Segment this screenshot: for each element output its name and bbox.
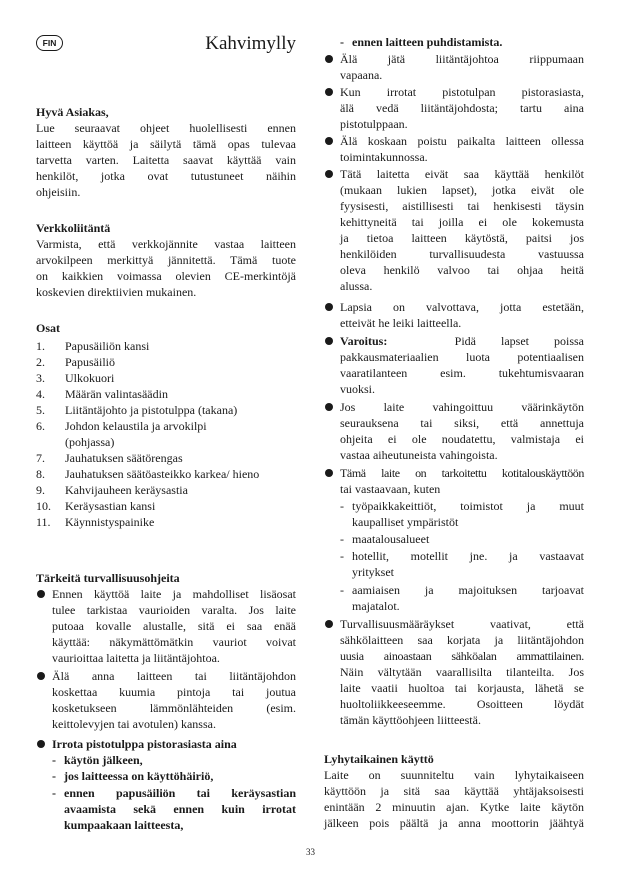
greeting-line: henkilöt, jotka ovat tutustuneet näihin	[36, 169, 296, 183]
page-title: Kahvimylly	[205, 33, 296, 54]
safety-line: vuoksi.	[340, 382, 376, 396]
bullet-dot-icon	[325, 337, 333, 345]
parts-list-item	[36, 418, 296, 450]
unplug-sub-item	[52, 785, 296, 833]
sub-line: kaupalliset ympäristöt	[352, 515, 459, 529]
safety-line: alussa.	[340, 279, 373, 293]
parts-list-item	[36, 386, 296, 402]
safety-line: Irrota pistotulppa pistorasiasta aina	[52, 737, 237, 751]
page-number: 33	[306, 847, 315, 857]
safety-bullet	[36, 668, 296, 732]
parts-list-item	[36, 338, 296, 354]
safety-bullet	[324, 166, 584, 294]
usage-sub-item	[340, 582, 584, 614]
warning-label: Varoitus:	[340, 334, 388, 348]
safety-line: Näin vältytään vaarallisilta tilanteilta. Jos	[340, 665, 584, 679]
sub-line: avaamista sekä ennen kuin irrotat	[64, 802, 296, 816]
sub-line: kumpaakaan laitteesta,	[64, 818, 184, 832]
safety-line: Älä jätä liitäntäjohtoa riippumaan	[340, 52, 584, 66]
language-badge: FIN	[36, 35, 63, 51]
safety-bullet	[324, 616, 584, 728]
part-number: 9.	[36, 483, 45, 497]
part-label: Jauhatuksen säätöasteikko karkea/ hieno	[65, 467, 260, 481]
parts-list-item	[36, 466, 296, 482]
part-number: 7.	[36, 451, 45, 465]
safety-line: Ennen käyttöä laite ja mahdolliset lisäosat	[52, 587, 296, 601]
unplug-sub-item	[52, 768, 296, 784]
part-label: Johdon kelaustila ja arvokilpi (pohjassa)	[65, 419, 207, 449]
part-number: 10.	[36, 499, 51, 513]
safety-bullet	[36, 736, 296, 752]
network-line: on kaikkien voimassa olevien CE-merkintöjä	[36, 269, 296, 283]
safety-line: koskettaa kuumia pintoja tai joutua	[52, 685, 296, 699]
safety-line: tai vastaavaan, kuten	[340, 482, 441, 496]
safety-line: pakkausmateriaalien luota potentiaalisen	[340, 350, 584, 364]
safety-line: tämän käyttöohjeen liitteestä.	[340, 713, 481, 727]
network-heading: Verkkoliitäntä	[36, 221, 111, 235]
bullet-dot-icon	[325, 137, 333, 145]
safety-line: henkilöiden turvallisuudesta vastuussa	[340, 247, 584, 261]
dash-marker: -	[52, 769, 56, 783]
sub-line: ennen papusäiliön tai keräysastian	[64, 786, 296, 800]
bullet-dot-icon	[325, 620, 333, 628]
warning-text: Pidä lapset poissa	[454, 334, 584, 348]
safety-line: Älä koskaan poistu paikalta laitteen ollessa	[340, 134, 584, 148]
part-label: Papusäiliön kansi	[65, 339, 150, 353]
safety-line: ohjeita ei ole noudatettu, valmistaja ei	[340, 432, 584, 446]
safety-line: huoltoliikkeeseemme. Osoitteen löydät	[340, 697, 584, 711]
safety-line: Tätä laitetta eivät saa käyttää henkilöt	[340, 167, 584, 181]
sub-line: majatalot.	[352, 599, 400, 613]
safety-line: uusia ainoastaan sähköalan ammattilainen.	[340, 649, 584, 663]
usage-sub-item	[340, 548, 584, 580]
bullet-dot-icon	[325, 303, 333, 311]
short-use-section	[324, 751, 584, 831]
safety-bullet	[324, 84, 584, 132]
safety-bullet	[324, 333, 584, 397]
safety-line: laite vaatii huoltoa tai korjausta, lähetä se	[340, 681, 584, 695]
dash-marker: -	[340, 499, 344, 513]
part-number: 8.	[36, 467, 45, 481]
safety-bullet	[324, 51, 584, 83]
safety-line: Turvallisuusmääräykset vaativat, että	[340, 617, 584, 631]
network-line: koskevien direktiivien mukainen.	[36, 285, 197, 299]
safety-line: Kun irrotat pistotulpan pistorasiasta,	[340, 85, 584, 99]
safety-line: kehittyneitä tai joilla ei ole kokemusta	[340, 215, 584, 229]
safety-line: vapaana.	[340, 68, 383, 82]
part-number: 11.	[36, 515, 51, 529]
part-label: Ulkokuori	[65, 371, 115, 385]
greeting-heading: Hyvä Asiakas,	[36, 105, 109, 119]
safety-line: sähkölaitteen saa korjata ja liitäntäjohdon	[340, 633, 584, 647]
safety-line: vaaratilanteen esim. tukehtumisvaaran	[340, 366, 584, 380]
bullet-dot-icon	[325, 88, 333, 96]
greeting-line: ohjeisiin.	[36, 185, 81, 199]
network-line: Varmista, että verkkojännite vastaa laitteen	[36, 237, 296, 251]
safety-bullet	[324, 299, 584, 331]
greeting-line: Lue seuraavat ohjeet huolellisesti ennen	[36, 121, 296, 135]
unplug-sub-item	[340, 34, 584, 50]
sub-line: aamiaisen ja majoituksen tarjoavat	[352, 583, 584, 597]
bullet-dot-icon	[37, 590, 45, 598]
dash-marker: -	[52, 786, 56, 800]
bullet-dot-icon	[325, 55, 333, 63]
warning-first-line	[340, 333, 584, 349]
sub-line: ennen laitteen puhdistamista.	[352, 35, 503, 49]
part-label: Kahvijauheen keräysastia	[65, 483, 188, 497]
page-header	[36, 32, 296, 56]
network-section	[36, 220, 296, 300]
short-use-line: enintään 2 minuutin ajan. Kytke laite käytön	[324, 800, 584, 814]
parts-list-item	[36, 402, 296, 418]
safety-line: vastaa aiheutuneista vahingoista.	[340, 448, 498, 462]
sub-line: maatalousalueet	[352, 532, 430, 546]
safety-line: toimintakunnossa.	[340, 150, 428, 164]
sub-line: yritykset	[352, 565, 394, 579]
dash-marker: -	[340, 35, 344, 49]
short-use-line: Laite on suunniteltu vain lyhytaikaiseen	[324, 768, 584, 782]
safety-line: älä vedä liitäntäjohdosta; tartu aina	[340, 101, 584, 115]
dash-marker: -	[340, 549, 344, 563]
greeting-line: tarvetta varten. Laitetta saavat käyttää vain	[36, 153, 296, 167]
parts-list	[36, 338, 296, 530]
parts-list-item	[36, 498, 296, 514]
parts-list-item	[36, 354, 296, 370]
usage-sub-item	[340, 531, 584, 547]
safety-heading: Tärkeitä turvallisuusohjeita	[36, 571, 180, 585]
part-label: Liitäntäjohto ja pistotulppa (takana)	[65, 403, 238, 417]
safety-line: keittolevyjen tai avotulen) kanssa.	[52, 717, 216, 731]
part-label: Määrän valintasäädin	[65, 387, 168, 401]
safety-line: Älä anna laitteen tai liitäntäjohdon	[52, 669, 296, 683]
sub-line: hotellit, motellit jne. ja vastaavat	[352, 549, 584, 563]
safety-line: Jos laite vahingoittuu väärinkäytön	[340, 400, 584, 414]
safety-line: tulee tarkistaa vaurioiden varalta. Jos laite	[52, 603, 296, 617]
part-number: 6.	[36, 419, 45, 433]
safety-bullet	[324, 399, 584, 463]
safety-line: vaurioittaa laitetta ja liitäntäjohtoa.	[52, 651, 220, 665]
safety-bullet	[36, 586, 296, 666]
parts-heading: Osat	[36, 321, 60, 335]
safety-line: pistotulppaan.	[340, 117, 408, 131]
safety-line: oleva henkilö valvoo tai ohjaa heitä	[340, 263, 584, 277]
parts-list-item	[36, 450, 296, 466]
short-use-line: jälkeen pois päältä ja anna moottorin jäähtyä	[324, 816, 584, 830]
bullet-dot-icon	[37, 740, 45, 748]
part-label: Papusäiliö	[65, 355, 115, 369]
safety-line: fyysisesti, aistillisesti tai henkisesti täysin	[340, 199, 584, 213]
safety-line: etteivät he leiki laitteella.	[340, 316, 462, 330]
parts-list-item	[36, 482, 296, 498]
safety-line: seurauksena tai siksi, että annettuja	[340, 416, 584, 430]
part-number: 1.	[36, 339, 45, 353]
safety-line: ja tietoa laitteen käytöstä, paitsi jos	[340, 231, 584, 245]
dash-marker: -	[340, 583, 344, 597]
part-label: Keräysastian kansi	[65, 499, 156, 513]
parts-list-item	[36, 514, 296, 530]
sub-line: jos laitteessa on käyttöhäiriö,	[64, 769, 214, 783]
part-number: 4.	[36, 387, 45, 401]
safety-line: kosketukseen lämmönlähteiden (esim.	[52, 701, 296, 715]
unplug-sub-item	[52, 752, 296, 768]
part-label: Käynnistyspainike	[65, 515, 155, 529]
parts-list-item	[36, 370, 296, 386]
sub-line: työpaikkakeittiöt, toimistot ja muut	[352, 499, 584, 513]
part-number: 3.	[36, 371, 45, 385]
part-number: 2.	[36, 355, 45, 369]
short-use-line: käyttöön ja sitä saa käyttää yhtäjaksoisesti	[324, 784, 584, 798]
safety-bullet	[324, 133, 584, 165]
part-number: 5.	[36, 403, 45, 417]
bullet-dot-icon	[325, 469, 333, 477]
dash-marker: -	[52, 753, 56, 767]
sub-line: käytön jälkeen,	[64, 753, 143, 767]
part-label: Jauhatuksen säätörengas	[65, 451, 183, 465]
greeting-line: laitteen käyttöä ja säilytä tämä opas tulevaa	[36, 137, 296, 151]
safety-line: (mukaan lukien lapset), jotka eivät ole	[340, 183, 584, 197]
safety-line: putoaa kovalle alustalle, sitä ei saa enää	[52, 619, 296, 633]
bullet-dot-icon	[325, 170, 333, 178]
bullet-dot-icon	[325, 403, 333, 411]
dash-marker: -	[340, 532, 344, 546]
greeting-section	[36, 104, 296, 200]
safety-line: Tämä laite on tarkoitettu kotitalouskäyttöön	[340, 466, 584, 480]
safety-line: Lapsia on valvottava, jotta estetään,	[340, 300, 584, 314]
network-line: arvokilpeen merkittyä jännitettä. Tämä tuote	[36, 253, 296, 267]
usage-sub-item	[340, 498, 584, 530]
safety-line: käyttää: näkymättömätkin vauriot voivat	[52, 635, 296, 649]
safety-bullet	[324, 465, 584, 497]
bullet-dot-icon	[37, 672, 45, 680]
short-use-heading: Lyhytaikainen käyttö	[324, 752, 434, 766]
